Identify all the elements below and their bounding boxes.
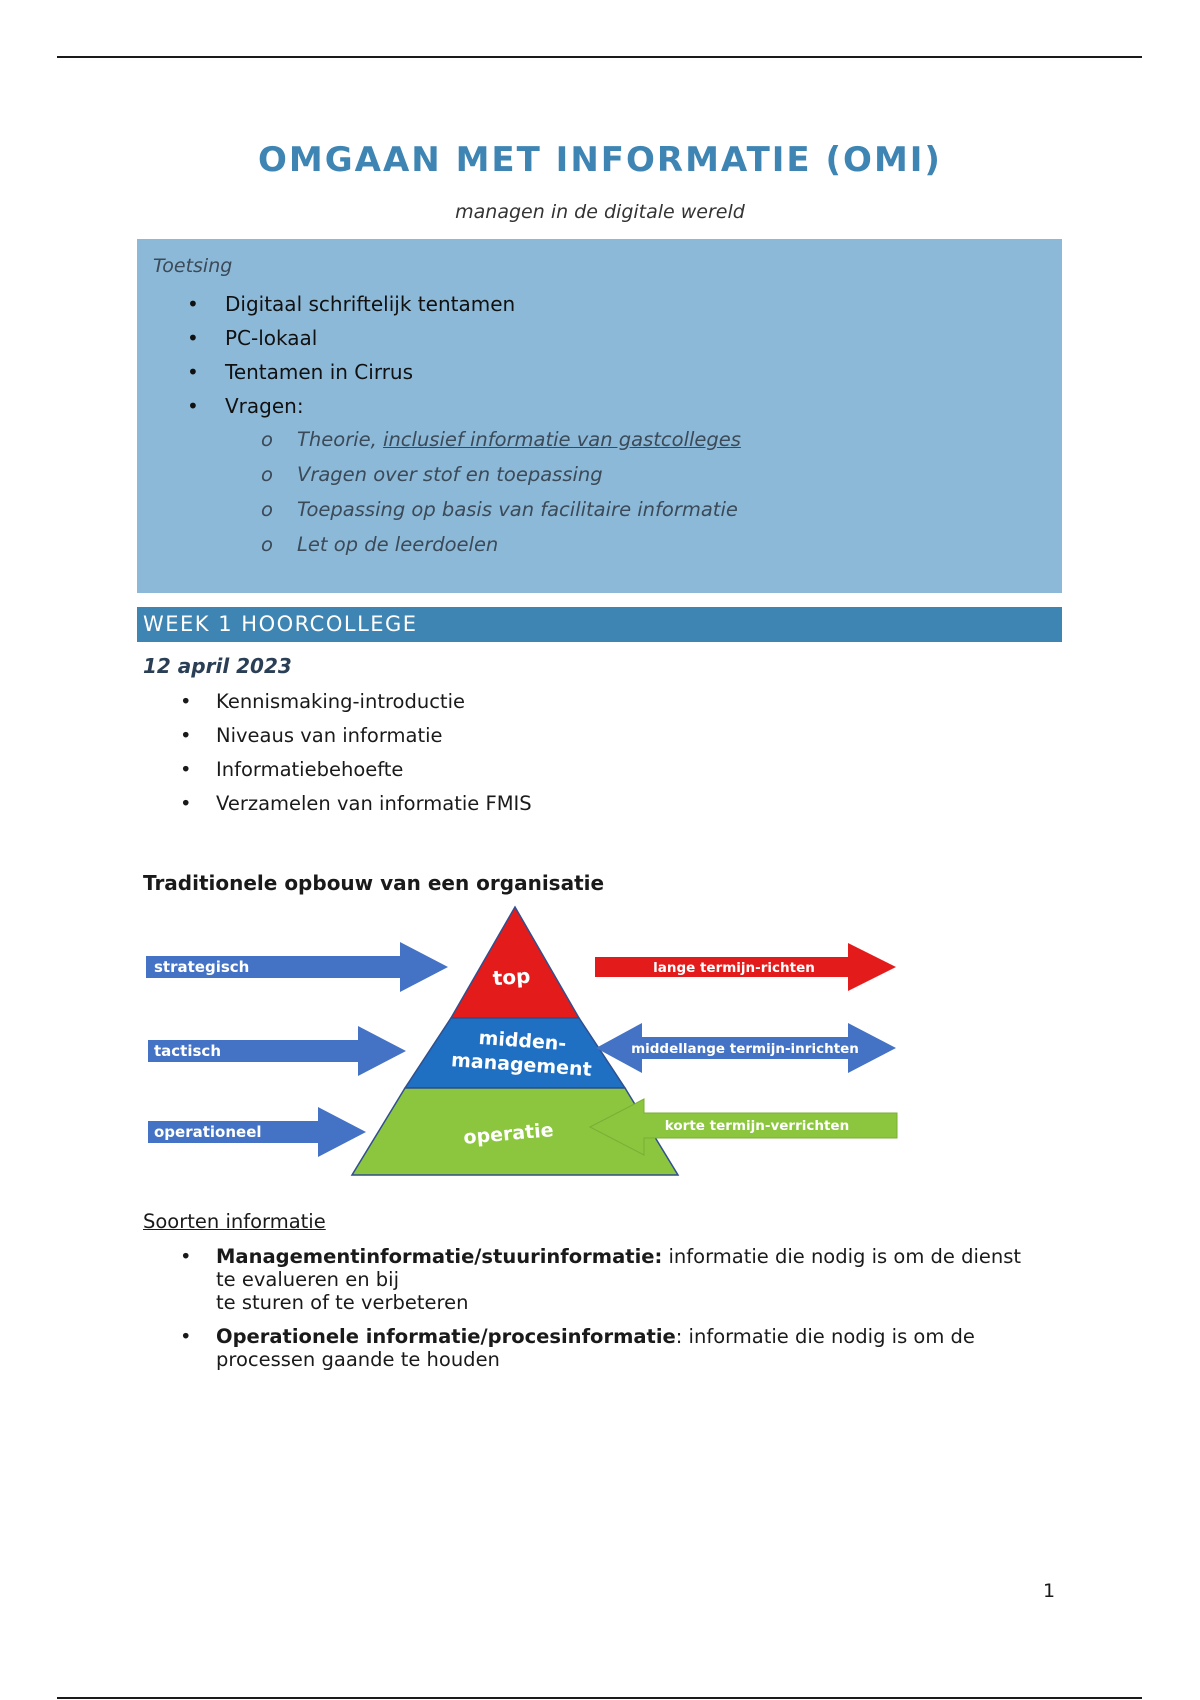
definition-line: te evalueren en bij [216, 1268, 400, 1291]
toetsing-box [137, 239, 1062, 593]
week1-heading: WEEK 1 HOORCOLLEGE [137, 607, 1062, 642]
list-item: o Let op de leerdoelen [137, 527, 741, 562]
top-rule [57, 56, 1142, 58]
list-item: o Vragen over stof en toepassing [137, 457, 741, 492]
list-item: • PC-lokaal [137, 321, 515, 355]
soorten-list [0, 1245, 1080, 1382]
right-label: korte termijn-verrichten [664, 1118, 850, 1134]
left-label: operationeel [154, 1123, 262, 1141]
diagram-title: Traditionele opbouw van een organisatie [143, 871, 605, 895]
week1-topics [0, 685, 532, 821]
pyramid-bottom-label: operatie [462, 1119, 555, 1149]
toetsing-list [137, 287, 515, 423]
pyramid-middle-label-1: midden- [477, 1026, 567, 1056]
organisation-pyramid-diagram [140, 905, 910, 1185]
page-number: 1 [1043, 1580, 1056, 1602]
term: Managementinformatie/stuurinformatie: [216, 1245, 663, 1268]
toetsing-heading: Toetsing [153, 255, 233, 277]
pyramid-top-label: top [491, 963, 532, 991]
list-item: • Informatiebehoefte [0, 753, 532, 787]
list-item: • Verzamelen van informatie FMIS [0, 787, 532, 821]
list-item [137, 422, 741, 457]
definition: : informatie die nodig is om de processen gaande te houden [216, 1325, 975, 1371]
definition: informatie die nodig is om de dienst [662, 1245, 1022, 1268]
definition-line: te sturen of te verbeteren [216, 1291, 469, 1314]
left-label: strategisch [154, 958, 250, 976]
theorie-prefix: Theorie, [297, 428, 384, 451]
right-label: lange termijn-richten [653, 960, 815, 976]
soorten-heading: Soorten informatie [143, 1210, 326, 1233]
list-item: • Tentamen in Cirrus [137, 355, 515, 389]
document-subtitle: managen in de digitale wereld [455, 201, 745, 223]
bottom-rule [57, 1697, 1142, 1699]
term: Operationele informatie/procesinformatie [216, 1325, 676, 1348]
right-label: middellange termijn-inrichten [631, 1041, 859, 1057]
list-item: • Niveaus van informatie [0, 719, 532, 753]
gastcolleges-link[interactable]: inclusief informatie van gastcolleges [383, 428, 741, 451]
left-label: tactisch [154, 1042, 221, 1060]
lecture-date: 12 april 2023 [143, 654, 292, 678]
list-item: • Digitaal schriftelijk tentamen [137, 287, 515, 321]
list-item [0, 1325, 1080, 1371]
vragen-sublist [137, 422, 741, 562]
list-item: • Vragen: [137, 389, 515, 423]
pyramid-top [451, 907, 579, 1018]
pyramid-middle-label-2: management [450, 1049, 593, 1081]
document-title: OMGAAN MET INFORMATIE (OMI) [258, 140, 942, 180]
list-item: • Kennismaking-introductie [0, 685, 532, 719]
list-item [0, 1245, 1080, 1314]
list-item: o Toepassing op basis van facilitaire informatie [137, 492, 741, 527]
